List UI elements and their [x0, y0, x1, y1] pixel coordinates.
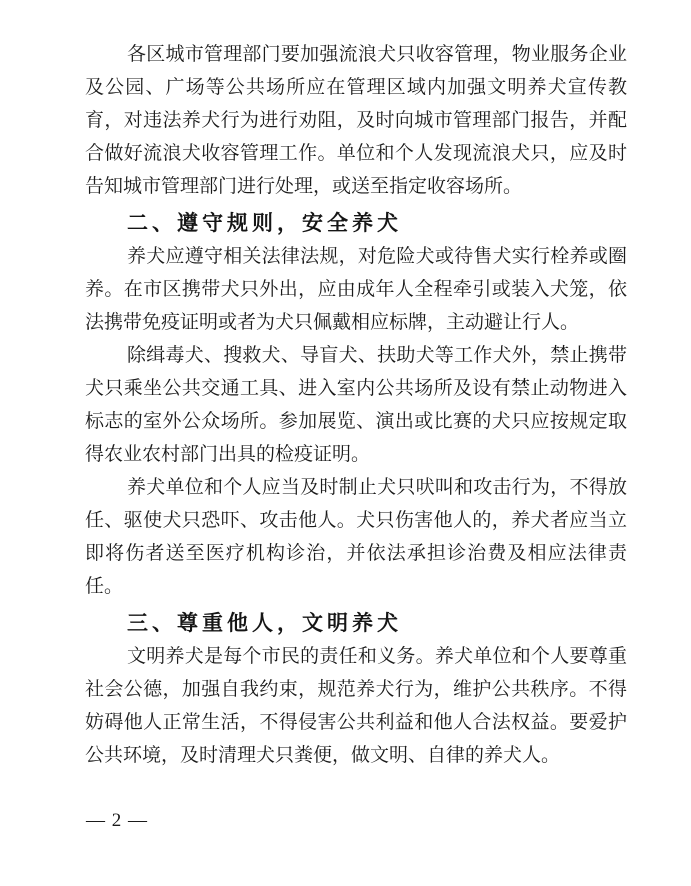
body-paragraph-civilized-keeping: 文明养犬是每个市民的责任和义务。养犬单位和个人要尊重社会公德，加强自我约束，规范养犬行为，维护公共秩序。不得妨碍他人正常生活，不得侵害公共利益和他人合法权益。要爱护公共环境，及时清理犬只粪便，做文明、自律的养犬人。 — [85, 646, 627, 766]
body-paragraph-attack-liability: 养犬单位和个人应当及时制止犬只吠叫和攻击行为，不得放任、驱使犬只恐吓、攻击他人。犬只伤害他人的，养犬者应当立即将伤者送至医疗机构诊治，并依法承担诊治费及相应法律责任。 — [85, 477, 627, 597]
section-heading-follow-rules: 二、遵守规则，安全养犬 — [127, 212, 402, 235]
body-paragraph-public-places: 除缉毒犬、搜救犬、导盲犬、扶助犬等工作犬外，禁止携带犬只乘坐公共交通工具、进入室内公共场所及设有禁止动物进入标志的室外公众场所。参加展览、演出或比赛的犬只应按规定取得农业农村部门出具的检疫证明。 — [85, 345, 627, 465]
document-body — [85, 38, 627, 772]
section-heading-respect-others: 三、尊重他人，文明养犬 — [127, 612, 402, 635]
page-number: — 2 — — [86, 810, 148, 831]
body-paragraph-stray-dog-management: 各区城市管理部门要加强流浪犬只收容管理，物业服务企业及公园、广场等公共场所应在管理区域内加强文明养犬宣传教育，对违法养犬行为进行劝阻，及时向城市管理部门报告，并配合做好流浪犬收容管理工作。单位和个人发现流浪犬只，应及时告知城市管理部门进行处理，或送至指定收容场所。 — [85, 44, 627, 197]
body-paragraph-leash-rules: 养犬应遵守相关法律法规，对危险犬或待售犬实行栓养或圈养。在市区携带犬只外出，应由成年人全程牵引或装入犬笼，依法携带免疫证明或者为犬只佩戴相应标牌，主动避让行人。 — [85, 246, 627, 333]
